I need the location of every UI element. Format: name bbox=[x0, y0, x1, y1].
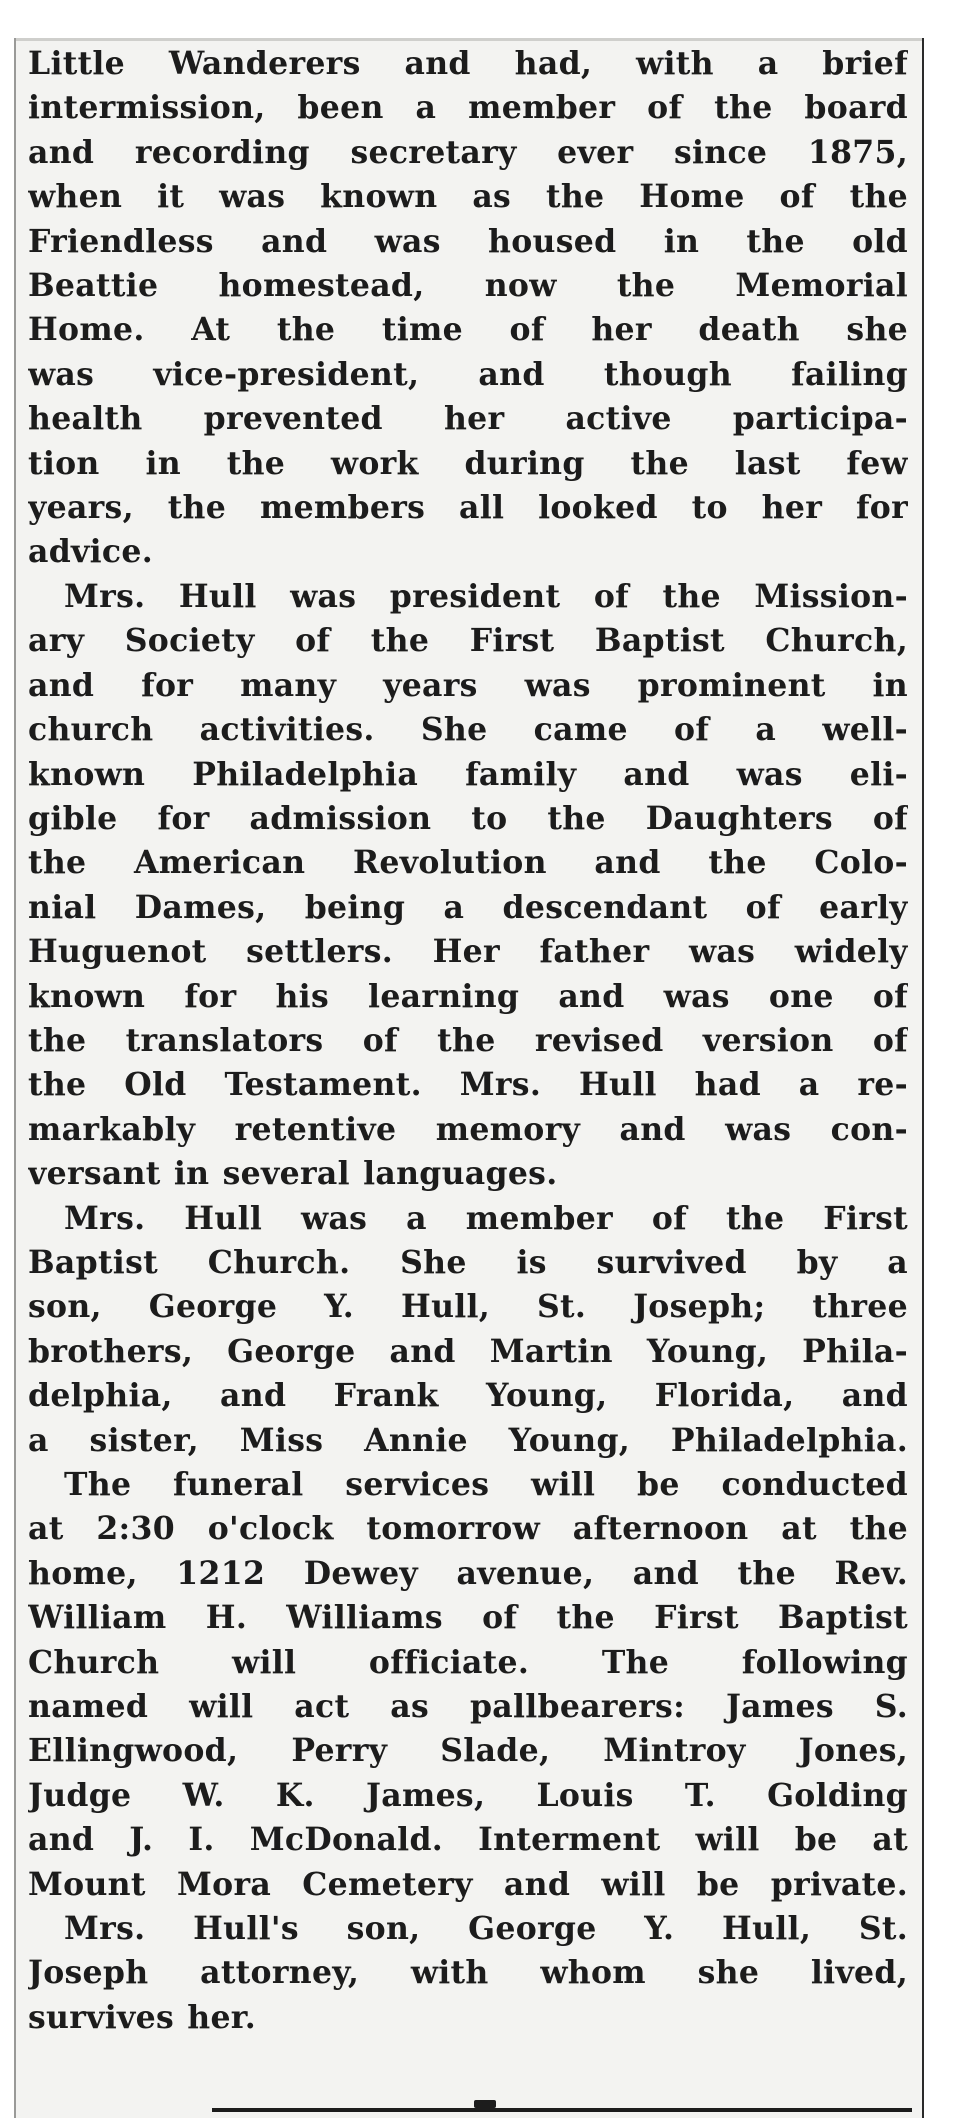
text-line: Joseph attorney, with whom she lived, bbox=[28, 1954, 908, 1992]
text-line: Home. At the time of her death she bbox=[28, 311, 908, 349]
text-line: markably retentive memory and was con- bbox=[28, 1110, 908, 1148]
text-line: Baptist Church. She is survived by a bbox=[28, 1243, 908, 1281]
end-rule bbox=[212, 2108, 912, 2112]
text-line: gible for admission to the Daughters of bbox=[28, 799, 908, 837]
text-line: known Philadelphia family and was eli- bbox=[28, 755, 908, 793]
text-line: and recording secretary ever since 1875, bbox=[28, 133, 908, 171]
text-line: William H. Williams of the First Baptist bbox=[28, 1599, 908, 1637]
text-line: Church will officiate. The following bbox=[28, 1643, 908, 1681]
text-line: Mount Mora Cemetery and will be private. bbox=[28, 1865, 908, 1903]
text-line: ary Society of the First Baptist Church, bbox=[28, 622, 908, 660]
paragraph-funeral bbox=[28, 1463, 908, 1907]
text-line: nial Dames, being a descendant of early bbox=[28, 888, 908, 926]
newspaper-clipping bbox=[14, 38, 924, 2118]
text-line: Beattie homestead, now the Memorial bbox=[28, 267, 908, 305]
rule-ornament bbox=[474, 2100, 496, 2108]
text-line: advice. bbox=[28, 533, 153, 571]
text-line: church activities. She came of a well- bbox=[28, 711, 908, 749]
text-line: the Old Testament. Mrs. Hull had a re- bbox=[28, 1066, 908, 1104]
paragraph-church-and-family bbox=[28, 575, 908, 1197]
text-line: Ellingwood, Perry Slade, Mintroy Jones, bbox=[28, 1732, 908, 1770]
text-line: survives her. bbox=[28, 1998, 257, 2036]
text-line: delphia, and Frank Young, Florida, and bbox=[28, 1377, 908, 1415]
text-line: brothers, George and Martin Young, Phila- bbox=[28, 1332, 908, 1370]
text-line: health prevented her active participa- bbox=[28, 400, 908, 438]
text-line: known for his learning and was one of bbox=[28, 977, 908, 1015]
paragraph-son bbox=[28, 1907, 908, 2040]
text-line: the translators of the revised version of bbox=[28, 1021, 908, 1059]
paragraph-survivors bbox=[28, 1197, 908, 1463]
text-line: was vice-president, and though failing bbox=[28, 355, 908, 393]
text-line: versant in several languages. bbox=[28, 1155, 558, 1193]
text-line: home, 1212 Dewey avenue, and the Rev. bbox=[28, 1554, 908, 1592]
text-line: Friendless and was housed in the old bbox=[28, 222, 908, 260]
text-line: tion in the work during the last few bbox=[28, 444, 908, 482]
text-line: Judge W. K. James, Louis T. Golding bbox=[28, 1776, 908, 1814]
text-line: Little Wanderers and had, with a brief bbox=[28, 45, 908, 82]
text-line: when it was known as the Home of the bbox=[28, 178, 908, 216]
text-line: years, the members all looked to her for bbox=[28, 489, 908, 527]
text-line: Mrs. Hull's son, George Y. Hull, St. bbox=[64, 1910, 908, 1948]
text-line: and J. I. McDonald. Interment will be at bbox=[28, 1821, 908, 1859]
scan-edge bbox=[16, 38, 922, 41]
text-line: Huguenot settlers. Her father was widely bbox=[28, 933, 908, 971]
paragraph-board-history bbox=[28, 42, 908, 575]
text-line: the American Revolution and the Colo- bbox=[28, 844, 908, 882]
article-body bbox=[28, 42, 908, 2040]
text-line: at 2:30 o'clock tomorrow afternoon at the bbox=[28, 1510, 908, 1548]
text-line: Mrs. Hull was president of the Mission- bbox=[64, 577, 908, 615]
text-line: a sister, Miss Annie Young, Philadelphia. bbox=[28, 1421, 908, 1459]
text-line: The funeral services will be conducted bbox=[64, 1466, 908, 1503]
text-line: and for many years was prominent in bbox=[28, 666, 908, 704]
text-line: intermission, been a member of the board bbox=[28, 89, 908, 127]
text-line: named will act as pallbearers: James S. bbox=[28, 1688, 908, 1726]
text-line: son, George Y. Hull, St. Joseph; three bbox=[28, 1288, 908, 1326]
text-line: Mrs. Hull was a member of the First bbox=[64, 1199, 908, 1237]
